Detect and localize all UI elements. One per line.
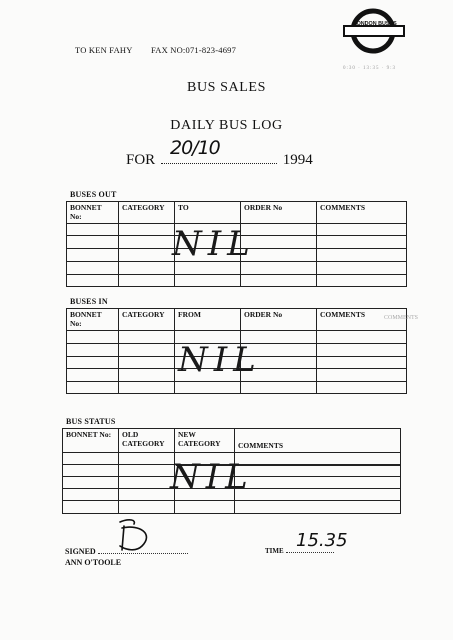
header-comments: COMMENTS <box>317 309 407 331</box>
signed-line <box>65 547 188 556</box>
header-to: TO <box>175 202 241 224</box>
bleed-through-text: COMMENTS <box>384 315 419 321</box>
handwritten-date: 20/10 <box>170 137 220 159</box>
header-old-category: OLD CATEGORY <box>119 429 175 453</box>
handwritten-time: 15.35 <box>296 530 348 551</box>
buses-in-nil-entry: NIL <box>178 340 262 380</box>
header-comments: COMMENTS <box>317 202 407 224</box>
table-row <box>67 275 407 287</box>
time-dotted-line <box>286 552 334 553</box>
time-label: TIME <box>265 547 284 555</box>
table-row <box>67 382 407 394</box>
fax-number: FAX NO:071-823-4697 <box>150 45 237 55</box>
header-category: CATEGORY <box>119 309 175 331</box>
logo-text: LONDON BUSES <box>353 21 397 27</box>
header-order-no: ORDER No <box>241 309 317 331</box>
table-row <box>63 501 401 514</box>
bus-status-title: BUS STATUS <box>66 417 116 426</box>
london-buses-logo <box>343 5 407 57</box>
buses-out-title: BUSES OUT <box>70 190 117 199</box>
header-bonnet: BONNET No: <box>67 309 119 331</box>
header-bonnet: BONNET No: <box>63 429 119 453</box>
date-year: 1994 <box>282 152 313 168</box>
recipient-line <box>75 45 236 55</box>
header-category: CATEGORY <box>119 202 175 224</box>
header-comments: COMMENTS <box>235 429 401 453</box>
header-bonnet: BONNET No: <box>67 202 119 224</box>
signature-dotted-line <box>98 553 188 554</box>
signer-name: ANN O'TOOLE <box>65 558 122 567</box>
buses-out-nil-entry: NIL <box>172 224 256 264</box>
main-title: BUS SALES <box>187 80 266 95</box>
date-prefix: FOR <box>126 152 156 168</box>
signed-label: SIGNED <box>65 547 96 556</box>
sub-title: DAILY BUS LOG <box>170 118 283 133</box>
recipient: TO KEN FAHY <box>75 45 133 55</box>
buses-in-title: BUSES IN <box>70 297 108 306</box>
header-order-no: ORDER No <box>241 202 317 224</box>
header-new-category: NEW CATEGORY <box>175 429 235 453</box>
header-from: FROM <box>175 309 241 331</box>
faint-header-text: 0:30 · 13:35 · 9:3 <box>343 66 396 71</box>
bus-status-nil-entry: NIL <box>170 457 254 497</box>
